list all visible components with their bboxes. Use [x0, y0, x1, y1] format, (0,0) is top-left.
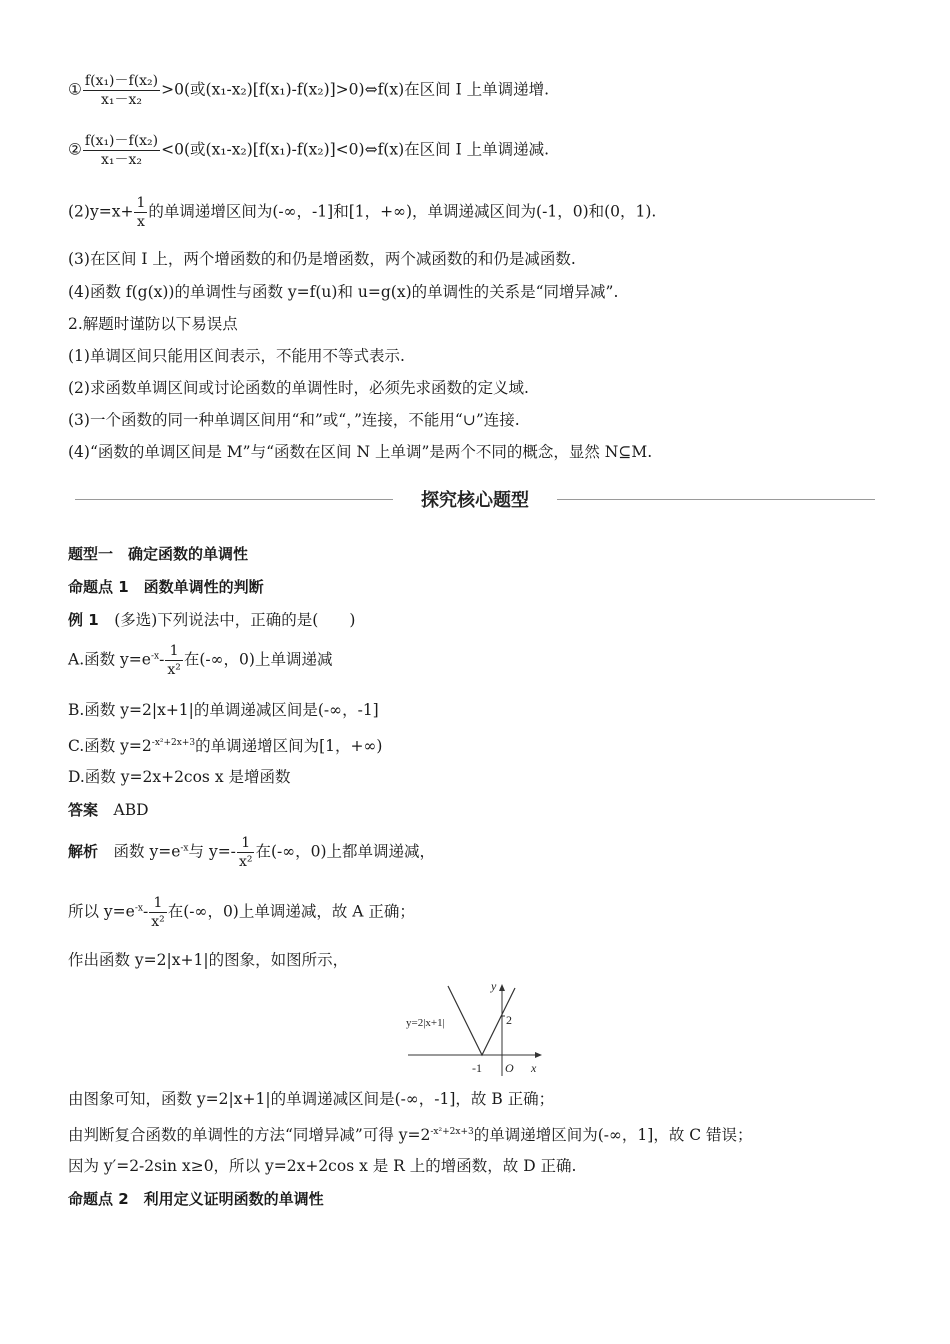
answer-label: 答案: [68, 801, 99, 819]
subtopic-title: 命题点 1 函数单调性的判断: [68, 578, 264, 596]
fraction-denominator: x: [136, 214, 145, 230]
example-label: 例 1: [68, 611, 99, 629]
analysis-text: 与 y=-: [188, 842, 236, 861]
analysis-line-1: [68, 834, 890, 871]
pitfall-2: (2)求函数单调区间或讨论函数的单调性时，必须先求函数的定义域.: [68, 379, 529, 397]
x-axis-label: x: [531, 1061, 537, 1075]
fraction-denominator: x²: [167, 662, 181, 678]
formula-prefix: (2)y=x+: [68, 202, 134, 221]
subtopic-title-2: 命题点 2 利用定义证明函数的单调性: [68, 1190, 324, 1208]
analysis-text: 由判断复合函数的单调性的方法“同增异减”可得 y=2: [68, 1126, 431, 1145]
option-a-text: 在(-∞，0)上单调递减: [183, 650, 333, 669]
analysis-text: 函数 y=e: [113, 842, 181, 861]
monotonic-decrease-criterion: [68, 132, 890, 169]
minus-sign: -: [159, 650, 165, 669]
analysis-line-5: [68, 1121, 890, 1146]
analysis-text: 的单调递增区间为(-∞，1]，故 C 错误；: [473, 1126, 753, 1145]
difference-quotient: [83, 132, 160, 169]
composition-rule-note: (4)函数 f(g(x))的单调性与函数 y=f(u)和 u=g(x)的单调性的关系是“同增异减”.: [68, 283, 619, 301]
analysis-text: 在(-∞，0)上单调递减，故 A 正确；: [167, 902, 415, 921]
exponent: -x: [150, 651, 160, 662]
pitfall-1: (1)单调区间只能用区间表示，不能用不等式表示.: [68, 347, 405, 365]
fraction-denominator: x₁－x₂: [101, 152, 143, 168]
criterion-text: >0(或(x₁-x₂)[f(x₁)-f(x₂)]>0)⇔f(x)在区间 I 上单调递增.: [161, 80, 550, 99]
option-b: B.函数 y=2|x+1|的单调递减区间是(-∞，-1]: [68, 701, 379, 719]
fraction-numerator: f(x₁)－f(x₂): [84, 133, 159, 149]
minus-sign: -: [142, 902, 149, 921]
fraction-numerator: f(x₁)－f(x₂): [84, 73, 159, 89]
analysis-line-3: 作出函数 y=2|x+1|的图象，如图所示，: [68, 951, 349, 969]
y-axis-label: y: [491, 979, 497, 993]
fraction-numerator: 1: [136, 195, 146, 211]
exponent: -x²+2x+3: [151, 738, 196, 748]
item-marker: ②: [68, 140, 82, 159]
section-header: [75, 482, 875, 516]
reciprocal-fraction: [134, 194, 147, 231]
analysis-line-2: [68, 894, 890, 931]
option-d: D.函数 y=2x+2cos x 是增函数: [68, 768, 291, 786]
analysis-label: 解析: [68, 842, 99, 861]
difference-quotient: [83, 72, 160, 109]
fraction-denominator: x²: [238, 854, 253, 870]
monotonic-increase-criterion: [68, 72, 890, 109]
sum-rule-note: (3)在区间 I 上，两个增函数的和仍是增函数，两个减函数的和仍是减函数.: [68, 250, 576, 268]
option-a: [68, 642, 890, 679]
topic-title: 题型一 确定函数的单调性: [68, 545, 249, 563]
exponent: -x: [134, 903, 143, 914]
item-marker: ①: [68, 80, 82, 99]
reciprocal-fraction: [149, 894, 167, 931]
analysis-text: 在(-∞，0)上都单调递减，: [255, 842, 436, 861]
fraction-numerator: 1: [165, 642, 183, 661]
option-a-prefix: A.函数 y=e: [68, 650, 151, 669]
section-title: 探究核心题型: [421, 490, 529, 511]
absolute-value-graph: [402, 976, 548, 1080]
x-tick-label: -1: [472, 1061, 482, 1075]
x-axis-arrow: [535, 1052, 542, 1058]
analysis-text: 所以 y=e: [68, 902, 135, 921]
pitfall-4: (4)“函数的单调区间是 M”与“函数在区间 N 上单调”是两个不同的概念，显然 N⊆M.: [68, 443, 653, 461]
y-tick-label: 2: [506, 1013, 512, 1027]
fraction-numerator: 1: [149, 894, 167, 913]
exponent: -x²+2x+3: [430, 1127, 474, 1137]
function-label: y=2|x+1|: [406, 1017, 445, 1029]
option-c-text: 的单调递增区间为[1，+∞): [195, 737, 383, 756]
function-curve: [448, 986, 515, 1055]
answer-value: ABD: [113, 801, 149, 819]
analysis-line-4: 由图象可知，函数 y=2|x+1|的单调递减区间是(-∞，-1]，故 B 正确；: [68, 1090, 555, 1108]
example-text: (多选)下列说法中，正确的是( ): [114, 611, 356, 629]
exponent: -x: [180, 843, 189, 854]
hook-function-note: [68, 194, 890, 231]
answer-line: [68, 799, 890, 821]
example-question: [68, 609, 890, 631]
y-axis-arrow: [499, 984, 505, 991]
fraction-denominator: x²: [151, 914, 165, 930]
origin-label: O: [505, 1061, 514, 1075]
reciprocal-fraction: [165, 642, 183, 679]
analysis-line-6: 因为 y′=2-2sin x≥0，所以 y=2x+2cos x 是 R 上的增函数，故 D 正确.: [68, 1157, 577, 1175]
option-c-prefix: C.函数 y=2: [68, 737, 152, 756]
note-text: 的单调递增区间为(-∞，-1]和[1，+∞)，单调递减区间为(-1，0)和(0，1).: [148, 202, 657, 221]
criterion-text: <0(或(x₁-x₂)[f(x₁)-f(x₂)]<0)⇔f(x)在区间 I 上单调递减.: [161, 140, 550, 159]
fraction-numerator: 1: [237, 834, 255, 853]
reciprocal-fraction: [237, 834, 255, 871]
pitfall-3: (3)一个函数的同一种单调区间用“和”或“，”连接，不能用“∪”连接.: [68, 411, 520, 429]
option-c: [68, 732, 890, 757]
pitfalls-heading: 2.解题时谨防以下易误点: [68, 315, 238, 333]
fraction-denominator: x₁－x₂: [101, 92, 143, 108]
